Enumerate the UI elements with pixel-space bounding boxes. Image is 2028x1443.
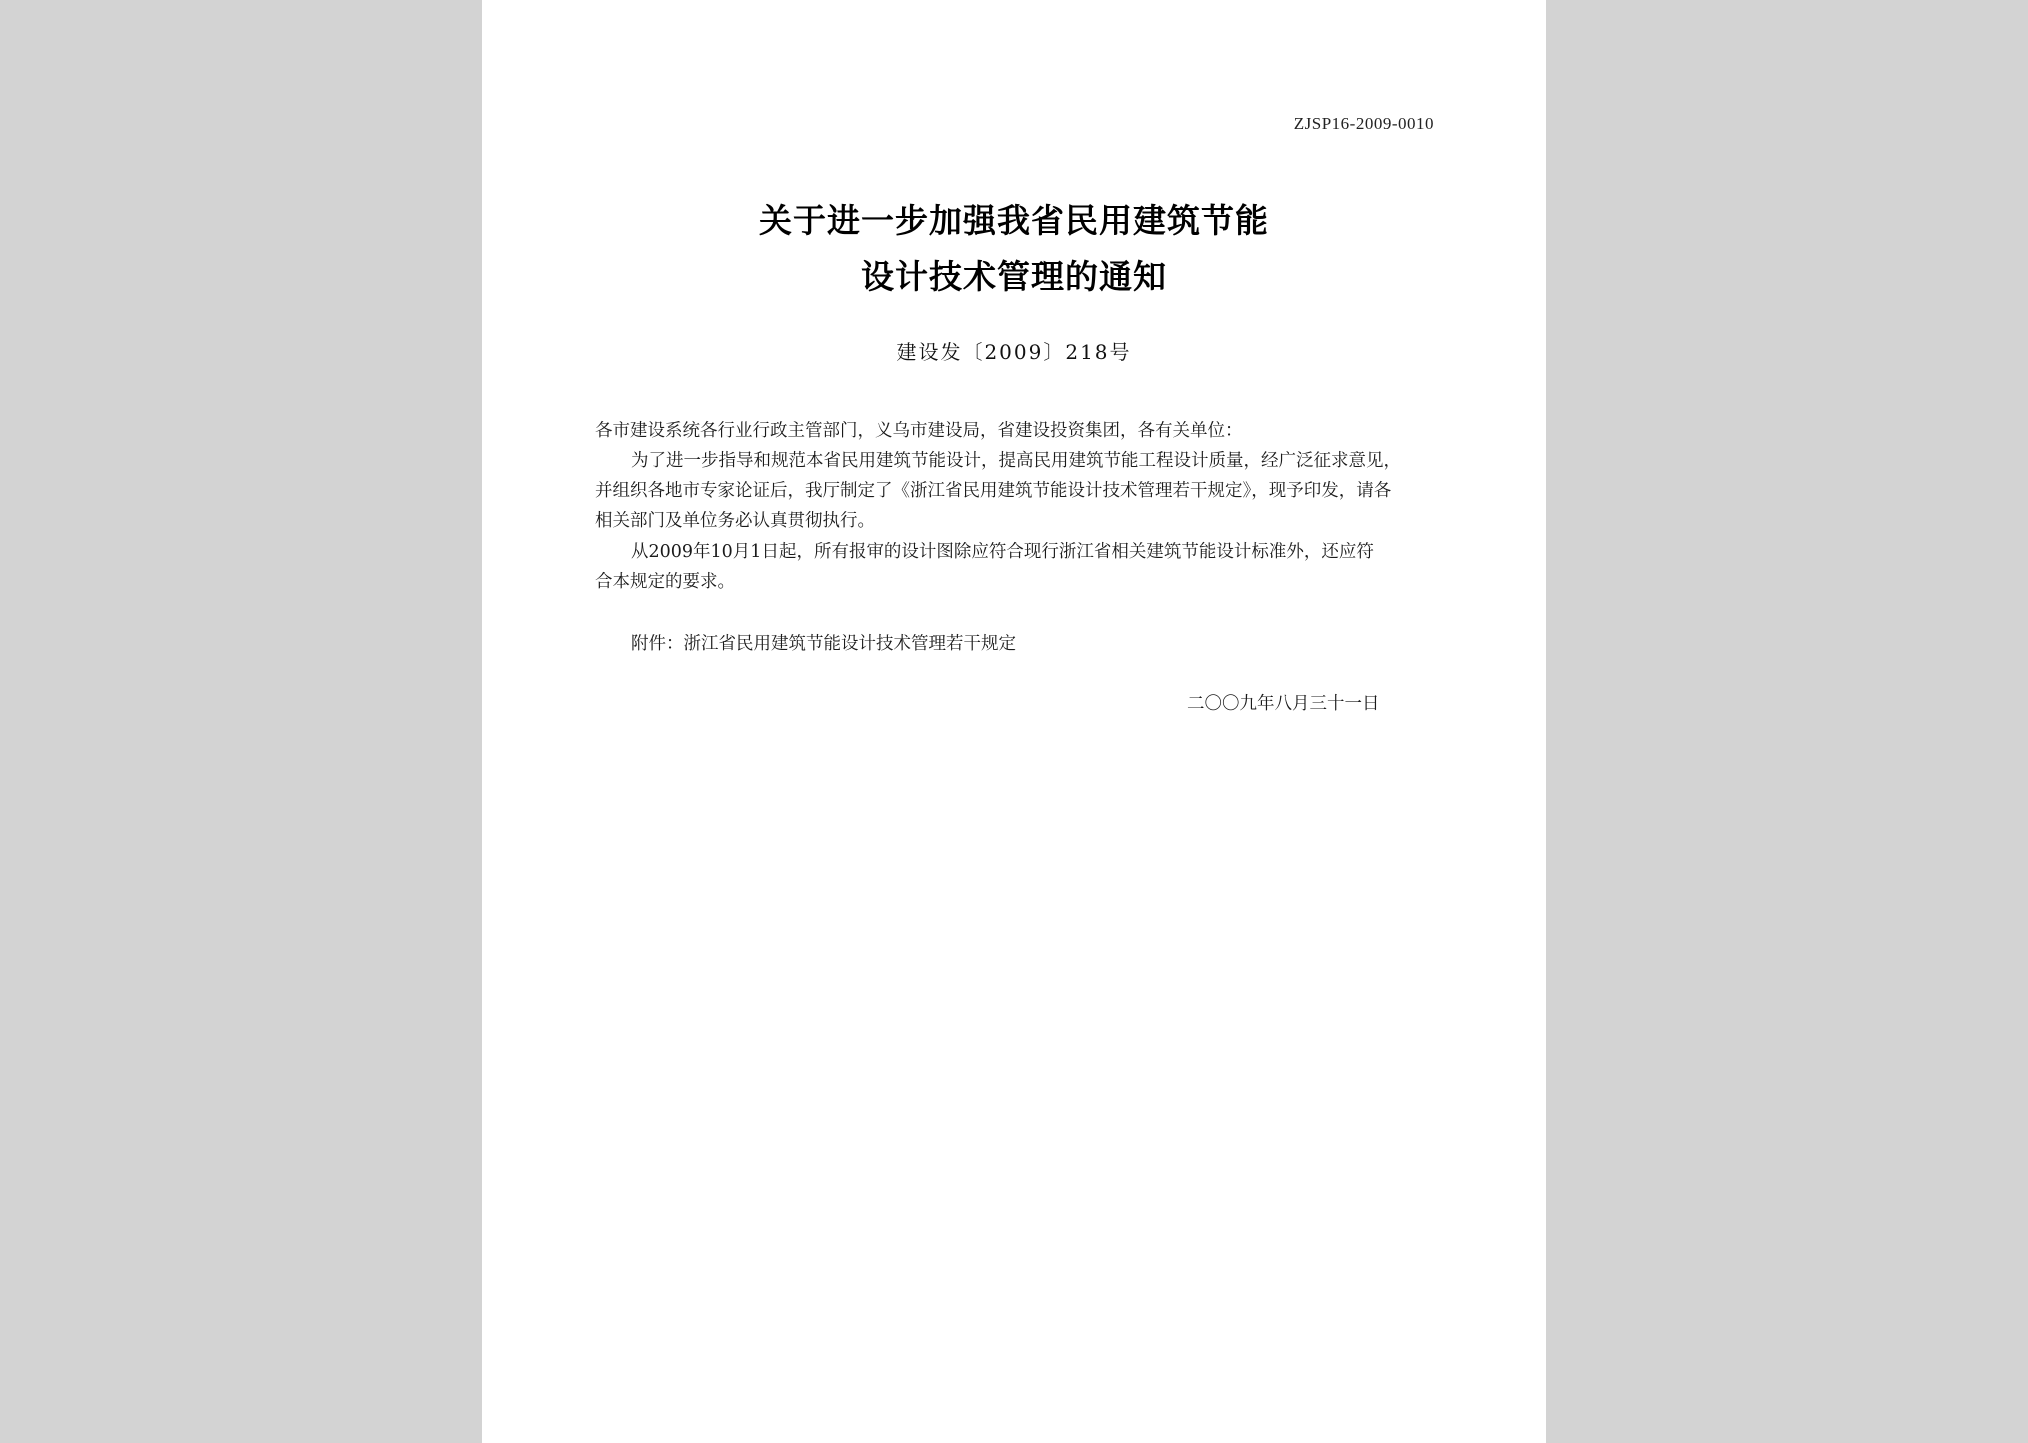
document-title-line-1: 关于进一步加强我省民用建筑节能 [759, 201, 1269, 240]
document-date: 二〇〇九年八月三十一日 [1187, 694, 1380, 714]
document-title-line-2: 设计技术管理的通知 [861, 257, 1167, 296]
body-paragraph-1-line-3: 相关部门及单位务必认真贯彻执行。 [595, 511, 875, 531]
body-paragraph-1-line-1: 为了进一步指导和规范本省民用建筑节能设计，提高民用建筑节能工程设计质量，经广泛征求意见， [631, 451, 1401, 471]
body-paragraph-1-line-2: 并组织各地市专家论证后，我厅制定了《浙江省民用建筑节能设计技术管理若干规定》，现予印发，请各 [595, 481, 1392, 501]
document-page [482, 0, 1546, 1443]
attachment-line: 附件：浙江省民用建筑节能设计技术管理若干规定 [631, 634, 1016, 654]
body-paragraph-2-line-2: 合本规定的要求。 [595, 572, 735, 592]
document-code: ZJSP16-2009-0010 [1293, 114, 1434, 133]
body-paragraph-2-line-1: 从2009年10月1日起，所有报审的设计图除应符合现行浙江省相关建筑节能设计标准外，还应符 [631, 542, 1374, 562]
document-number: 建设发〔2009〕218号 [896, 340, 1132, 364]
addressee-line: 各市建设系统各行业行政主管部门，义乌市建设局，省建设投资集团，各有关单位： [595, 421, 1243, 441]
